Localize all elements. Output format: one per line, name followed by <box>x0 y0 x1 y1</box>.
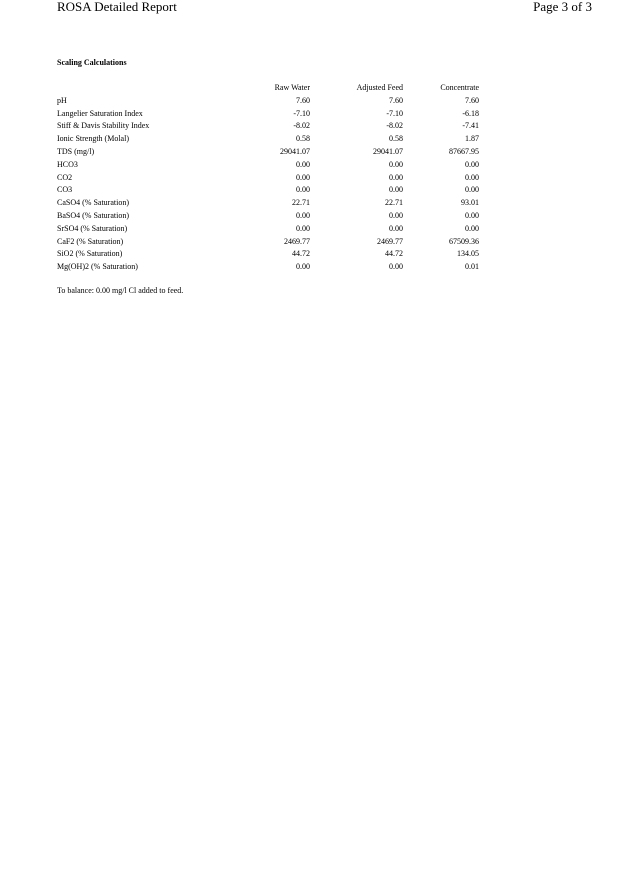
column-header-raw-water: Raw Water <box>274 83 310 92</box>
cell-concentrate: 87667.95 <box>449 146 479 156</box>
row-label: Mg(OH)2 (% Saturation) <box>57 262 138 272</box>
section-title: Scaling Calculations <box>57 58 127 67</box>
cell-adjusted-feed: 22.71 <box>385 198 403 208</box>
table-row <box>57 133 479 146</box>
table-row <box>57 223 479 236</box>
row-label: CO2 <box>57 172 73 182</box>
row-label: pH <box>57 95 67 105</box>
cell-concentrate: -6.18 <box>462 108 479 118</box>
cell-raw-water: 0.58 <box>296 134 310 144</box>
cell-concentrate: 0.00 <box>465 185 479 195</box>
cell-concentrate: 93.01 <box>461 198 479 208</box>
cell-adjusted-feed: -7.10 <box>386 108 403 118</box>
cell-raw-water: 22.71 <box>292 198 310 208</box>
cell-concentrate: 134.05 <box>457 249 479 259</box>
cell-concentrate: 0.00 <box>465 172 479 182</box>
cell-adjusted-feed: 0.00 <box>389 159 403 169</box>
cell-raw-water: -7.10 <box>293 108 310 118</box>
table-row <box>57 159 479 172</box>
table-row <box>57 236 479 249</box>
cell-concentrate: 0.00 <box>465 210 479 220</box>
row-label: CaSO4 (% Saturation) <box>57 198 129 208</box>
row-label: SiO2 (% Saturation) <box>57 249 123 259</box>
row-label: TDS (mg/l) <box>57 146 95 156</box>
cell-raw-water: 44.72 <box>292 249 310 259</box>
column-header-label <box>57 82 227 95</box>
cell-raw-water: 0.00 <box>296 159 310 169</box>
row-label: SrSO4 (% Saturation) <box>57 223 128 233</box>
cell-raw-water: 0.00 <box>296 223 310 233</box>
row-label: Langelier Saturation Index <box>57 108 143 118</box>
cell-raw-water: 0.00 <box>296 210 310 220</box>
table-row <box>57 197 479 210</box>
column-header-adjusted-feed: Adjusted Feed <box>356 83 403 92</box>
table-row <box>57 146 479 159</box>
cell-raw-water: -8.02 <box>293 121 310 131</box>
table-row <box>57 172 479 185</box>
cell-concentrate: 67509.36 <box>449 236 479 246</box>
cell-raw-water: 0.00 <box>296 262 310 272</box>
report-title: ROSA Detailed Report <box>57 0 177 14</box>
table-header-row <box>57 82 479 95</box>
cell-raw-water: 29041.07 <box>280 146 310 156</box>
table-row <box>57 184 479 197</box>
cell-raw-water: 7.60 <box>296 95 310 105</box>
column-header-concentrate: Concentrate <box>440 83 479 92</box>
cell-concentrate: 0.01 <box>465 262 479 272</box>
cell-adjusted-feed: 29041.07 <box>373 146 403 156</box>
cell-adjusted-feed: 0.00 <box>389 262 403 272</box>
cell-raw-water: 0.00 <box>296 185 310 195</box>
scaling-table <box>57 82 479 274</box>
cell-adjusted-feed: 0.00 <box>389 223 403 233</box>
cell-adjusted-feed: 44.72 <box>385 249 403 259</box>
table-row <box>57 261 479 274</box>
table-row <box>57 120 479 133</box>
cell-concentrate: 0.00 <box>465 223 479 233</box>
cell-adjusted-feed: 0.00 <box>389 210 403 220</box>
cell-raw-water: 2469.77 <box>284 236 310 246</box>
cell-adjusted-feed: 7.60 <box>389 95 403 105</box>
cell-concentrate: 7.60 <box>465 95 479 105</box>
table-row <box>57 210 479 223</box>
cell-concentrate: 1.87 <box>465 134 479 144</box>
cell-adjusted-feed: 0.00 <box>389 172 403 182</box>
table-row <box>57 248 479 261</box>
table-row <box>57 108 479 121</box>
cell-adjusted-feed: 0.00 <box>389 185 403 195</box>
row-label: Stiff & Davis Stability Index <box>57 121 150 131</box>
cell-concentrate: 0.00 <box>465 159 479 169</box>
table-row <box>57 95 479 108</box>
row-label: Ionic Strength (Molal) <box>57 134 129 144</box>
row-label: CaF2 (% Saturation) <box>57 236 124 246</box>
cell-adjusted-feed: 0.58 <box>389 134 403 144</box>
row-label: HCO3 <box>57 159 78 169</box>
cell-concentrate: -7.41 <box>462 121 479 131</box>
page-number: Page 3 of 3 <box>533 0 592 14</box>
row-label: CO3 <box>57 185 73 195</box>
footnote: To balance: 0.00 mg/l Cl added to feed. <box>57 286 184 295</box>
cell-raw-water: 0.00 <box>296 172 310 182</box>
cell-adjusted-feed: -8.02 <box>386 121 403 131</box>
cell-adjusted-feed: 2469.77 <box>377 236 403 246</box>
row-label: BaSO4 (% Saturation) <box>57 210 129 220</box>
